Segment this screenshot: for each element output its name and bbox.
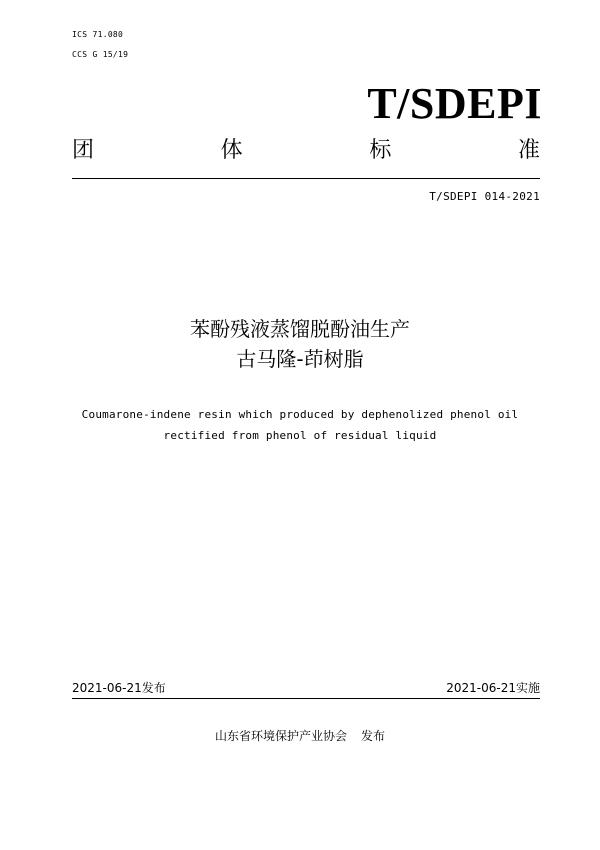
standard-type: [72, 140, 540, 162]
title-english-line-1: Coumarone-indene resin which produced by dephenolized phenol oil: [81, 408, 519, 421]
publisher-line: [0, 727, 600, 744]
publisher-action: 发布: [361, 729, 386, 743]
issue-label: 发布: [141, 681, 166, 695]
title-chinese: [0, 314, 600, 374]
publisher-name: 山东省环境保护产业协会: [214, 729, 347, 743]
title-english: [0, 404, 600, 446]
standard-type-char: 准: [517, 138, 540, 163]
standard-type-char: 体: [220, 138, 243, 163]
dates-row: [72, 681, 540, 695]
standard-type-char: 标: [369, 138, 392, 163]
standard-number: T/SDEPI 014-2021: [429, 190, 540, 203]
standard-logo: T/SDEPI: [367, 79, 542, 128]
title-chinese-line-1: 苯酚残液蒸馏脱酚油生产: [190, 317, 410, 341]
issue-date-block: [72, 681, 166, 695]
implement-date: 2021-06-21: [446, 681, 516, 695]
ccs-code: CCS G 15/19: [72, 50, 129, 59]
title-chinese-line-2: 古马隆-茚树脂: [236, 347, 364, 371]
ics-code: ICS 71.080: [72, 30, 124, 39]
standard-type-char: 团: [72, 138, 95, 163]
footer-divider: [72, 698, 540, 699]
title-english-line-2: rectified from phenol of residual liquid: [163, 429, 437, 442]
implement-date-block: [446, 681, 540, 695]
header-divider: [72, 178, 540, 179]
issue-date: 2021-06-21: [72, 681, 142, 695]
implement-label: 实施: [515, 681, 540, 695]
